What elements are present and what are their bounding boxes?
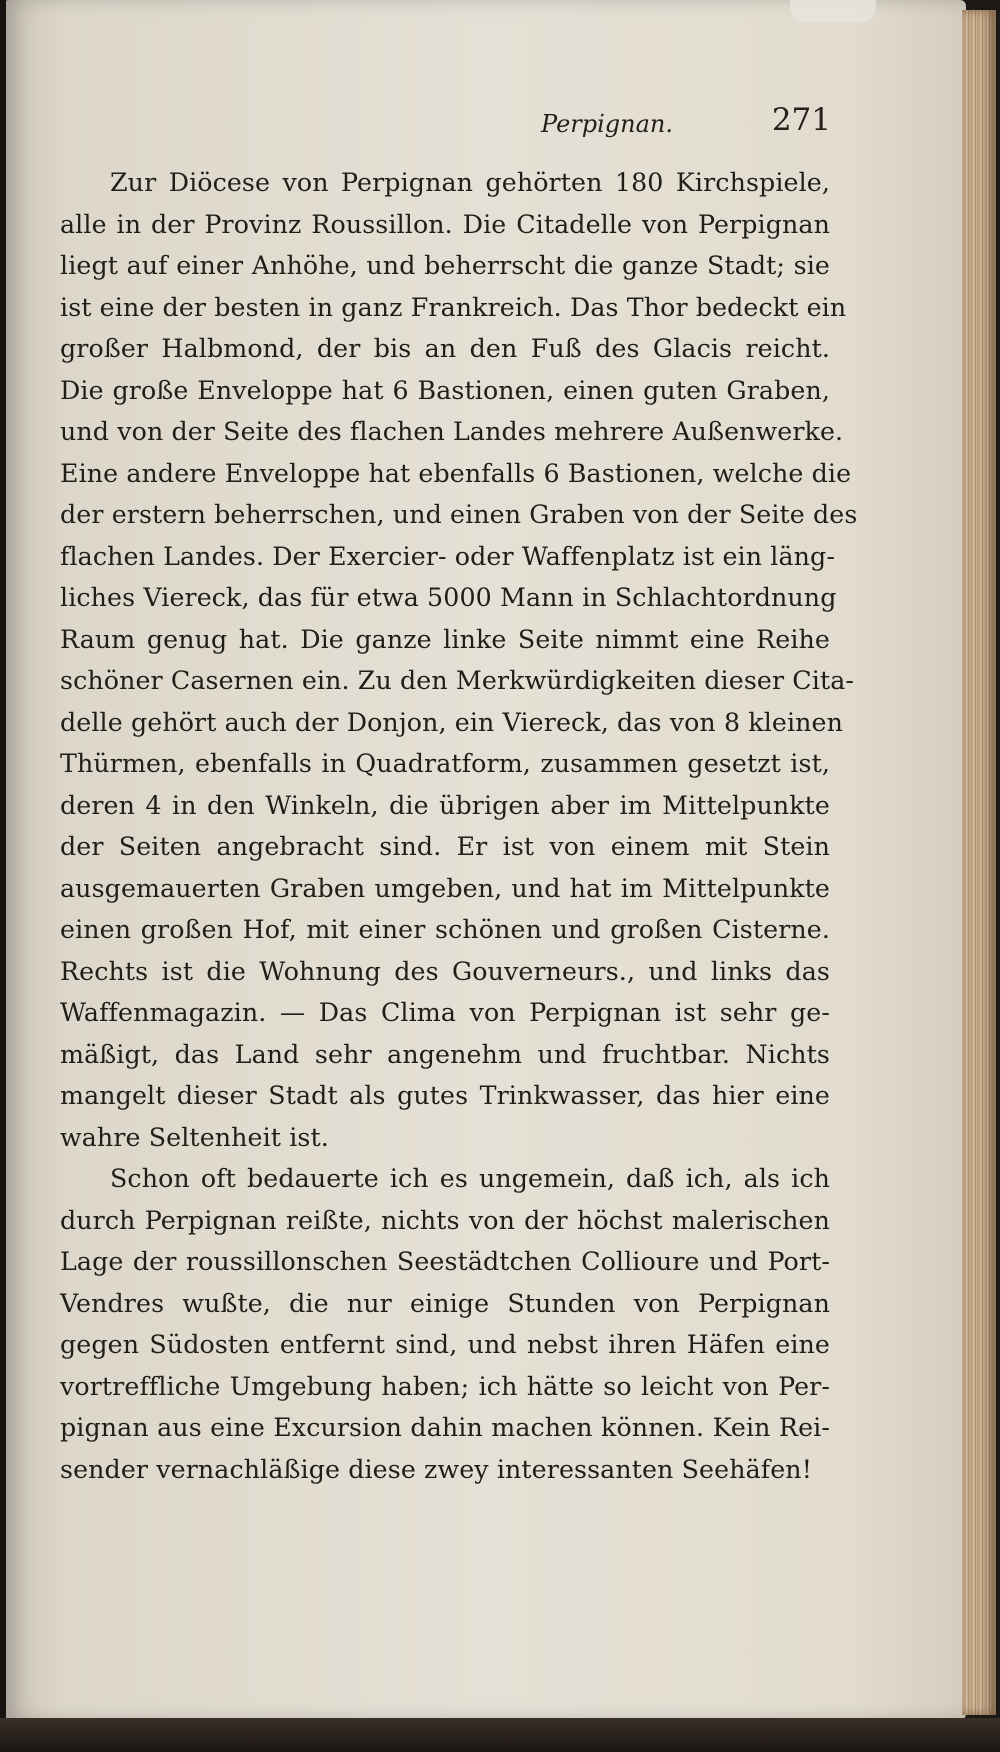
text-line: vortreffliche Umgebung haben; ich hätte so leicht von Per-: [60, 1371, 830, 1401]
text-line: Vendres wußte, die nur einige Stunden von Perpignan: [60, 1288, 830, 1318]
text-line: ausgemauerten Graben umgeben, und hat im Mittelpunkte: [60, 873, 830, 903]
text-line: Die große Enveloppe hat 6 Bastionen, einen guten Graben,: [60, 375, 830, 405]
text-line: delle gehört auch der Donjon, ein Viereck, das von 8 kleinen: [60, 707, 844, 737]
paragraph: [60, 1158, 830, 1490]
text-line: pignan aus eine Excursion dahin machen können. Kein Rei-: [60, 1413, 830, 1442]
text-line: liches Viereck, das für etwa 5000 Mann in Schlachtordnung: [60, 583, 837, 612]
text-line: deren 4 in den Winkeln, die übrigen aber im Mittelpunkte: [60, 790, 830, 820]
body-text: [60, 162, 858, 1490]
text-line: alle in der Provinz Roussillon. Die Citadelle von Perpignan: [60, 209, 830, 239]
page-number: 271: [771, 102, 831, 138]
text-line: mäßigt, das Land sehr angenehm und fruchtbar. Nichts: [60, 1039, 830, 1069]
text-line: liegt auf einer Anhöhe, und beherrscht die ganze Stadt; sie: [60, 251, 830, 280]
text-line: Schon oft bedauerte ich es ungemein, daß ich, als ich: [110, 1164, 830, 1193]
text-line: der Seiten angebracht sind. Er ist von einem mit Stein: [60, 832, 830, 861]
text-line: Lage der roussillonschen Seestädtchen Collioure und Port-: [60, 1247, 830, 1276]
running-head: Perpignan.: [541, 110, 673, 138]
book-cover-edge: [0, 1718, 1000, 1752]
text-line: Eine andere Enveloppe hat ebenfalls 6 Bastionen, welche die: [60, 458, 852, 488]
book-page: [6, 0, 966, 1720]
text-line: durch Perpignan reißte, nichts von der höchst malerischen: [60, 1205, 830, 1235]
page-header: [541, 102, 831, 142]
text-line: der erstern beherrschen, und einen Graben von der Seite des: [60, 500, 858, 529]
text-line: großer Halbmond, der bis an den Fuß des Glacis reicht.: [60, 334, 830, 363]
page-edges: [962, 10, 996, 1715]
text-line: Rechts ist die Wohnung des Gouverneurs., und links das: [60, 956, 830, 986]
text-line: Raum genug hat. Die ganze linke Seite nimmt eine Reihe: [60, 624, 830, 654]
text-line: und von der Seite des flachen Landes mehrere Außenwerke.: [60, 417, 844, 446]
text-line: schöner Casernen ein. Zu den Merkwürdigkeiten dieser Cita-: [60, 666, 855, 695]
paper-tab: [790, 0, 876, 22]
text-line: ist eine der besten in ganz Frankreich. Das Thor bedeckt ein: [60, 292, 847, 322]
text-line: wahre Seltenheit ist.: [60, 1122, 329, 1152]
text-line: einen großen Hof, mit einer schönen und großen Cisterne.: [60, 915, 830, 944]
text-line: gegen Südosten entfernt sind, und nebst ihren Häfen eine: [60, 1330, 830, 1359]
text-line: Waffenmagazin. — Das Clima von Perpignan ist sehr ge-: [60, 998, 830, 1027]
text-line: sender vernachläßige diese zwey interessanten Seehäfen!: [60, 1454, 812, 1484]
text-line: mangelt dieser Stadt als gutes Trinkwasser, das hier eine: [60, 1081, 830, 1110]
text-line: flachen Landes. Der Exercier- oder Waffenplatz ist ein läng-: [60, 541, 835, 571]
text-line: Thürmen, ebenfalls in Quadratform, zusammen gesetzt ist,: [60, 749, 830, 778]
text-line: Zur Diöcese von Perpignan gehörten 180 Kirchspiele,: [110, 168, 830, 197]
paragraph: [60, 162, 858, 1158]
